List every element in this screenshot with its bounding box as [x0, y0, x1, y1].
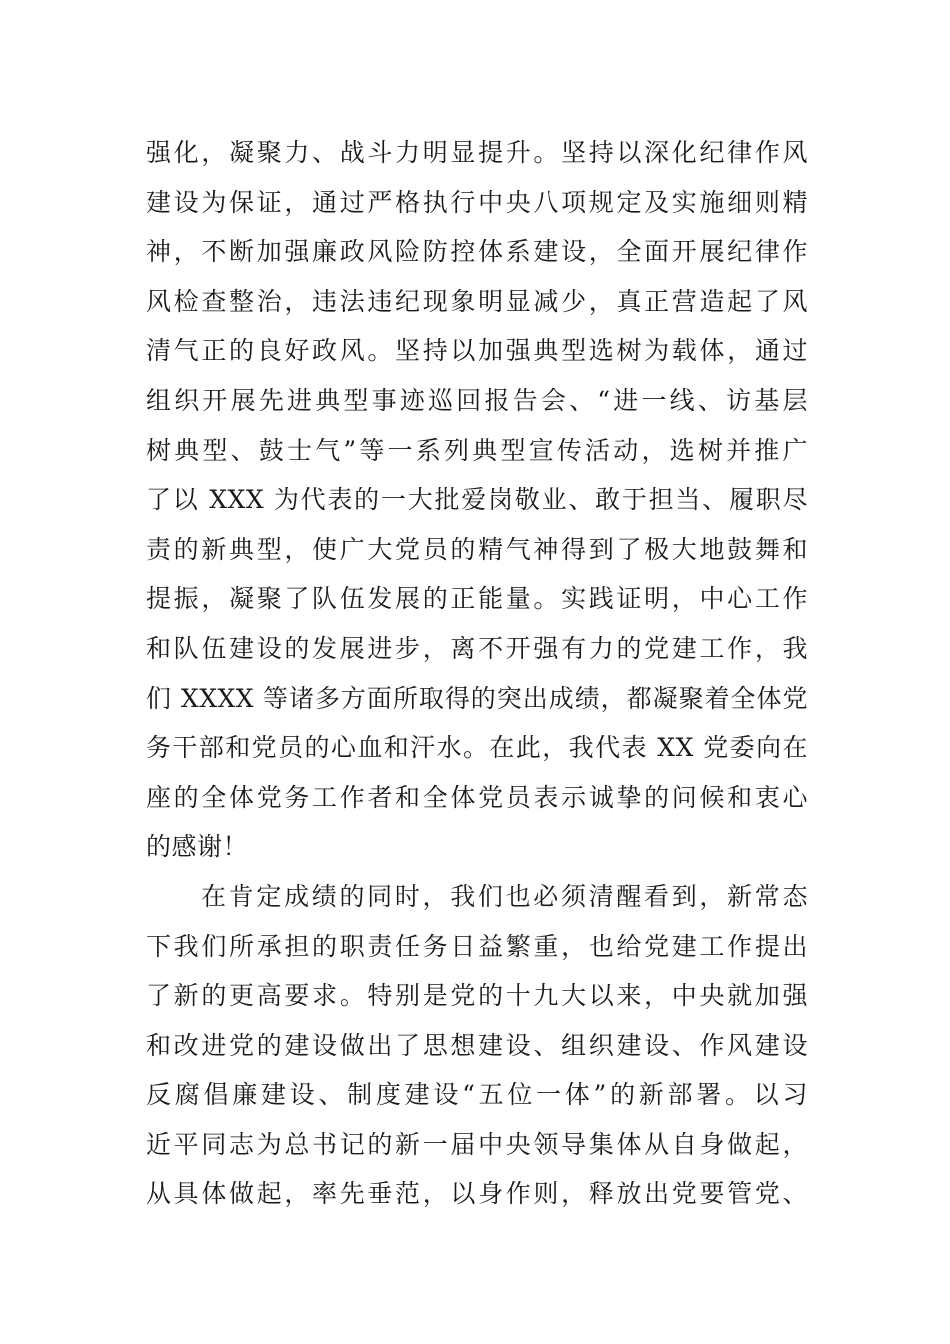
text-line: 在肯定成绩的同时，我们也必须清醒看到，新常态: [201, 881, 808, 911]
text-line: 强化，凝聚力、战斗力明显提升。坚持以深化纪律作风: [146, 138, 808, 167]
text-line: 近平同志为总书记的新一届中央领导集体从自身做起，: [146, 1129, 808, 1159]
text-line: 下我们所承担的职责任务日益繁重，也给党建工作提出: [146, 931, 808, 961]
text-line: 了新的更高要求。特别是党的十九大以来，中央就加强: [146, 981, 808, 1011]
text-line: 反腐倡廉建设、制度建设“五位一体”的新部署。以习: [146, 1080, 808, 1110]
text-line: 组织开展先进典型事迹巡回报告会、“进一线、访基层: [146, 385, 808, 415]
text-line: 们 XXXX 等诸多方面所取得的突出成绩，都凝聚着全体党: [146, 683, 808, 713]
text-line: 提振，凝聚了队伍发展的正能量。实践证明，中心工作: [146, 584, 808, 614]
body-text: [146, 128, 808, 1219]
text-line: 建设为保证，通过严格执行中央八项规定及实施细则精: [146, 187, 808, 217]
text-line: 风检查整治，违法违纪现象明显减少，真正营造起了风: [146, 286, 808, 316]
text-line: 清气正的良好政风。坚持以加强典型选树为载体，通过: [146, 336, 808, 366]
text-line: 和改进党的建设做出了思想建设、组织建设、作风建设: [146, 1030, 808, 1060]
text-line: 从具体做起，率先垂范，以身作则，释放出党要管党、: [146, 1179, 808, 1209]
text-line: 树典型、鼓士气”等一系列典型宣传活动，选树并推广: [146, 435, 808, 465]
text-line: 务干部和党员的心血和汗水。在此，我代表 XX 党委向在: [146, 733, 808, 763]
text-line: 责的新典型，使广大党员的精气神得到了极大地鼓舞和: [146, 534, 808, 564]
text-line: 座的全体党务工作者和全体党员表示诚挚的问候和衷心: [146, 782, 808, 812]
text-line: 的感谢！: [146, 832, 249, 862]
text-line: 和队伍建设的发展进步，离不开强有力的党建工作，我: [146, 633, 808, 663]
text-line: 了以 XXX 为代表的一大批爱岗敬业、敢于担当、履职尽: [146, 485, 808, 515]
text-line: 神，不断加强廉政风险防控体系建设，全面开展纪律作: [146, 237, 808, 267]
